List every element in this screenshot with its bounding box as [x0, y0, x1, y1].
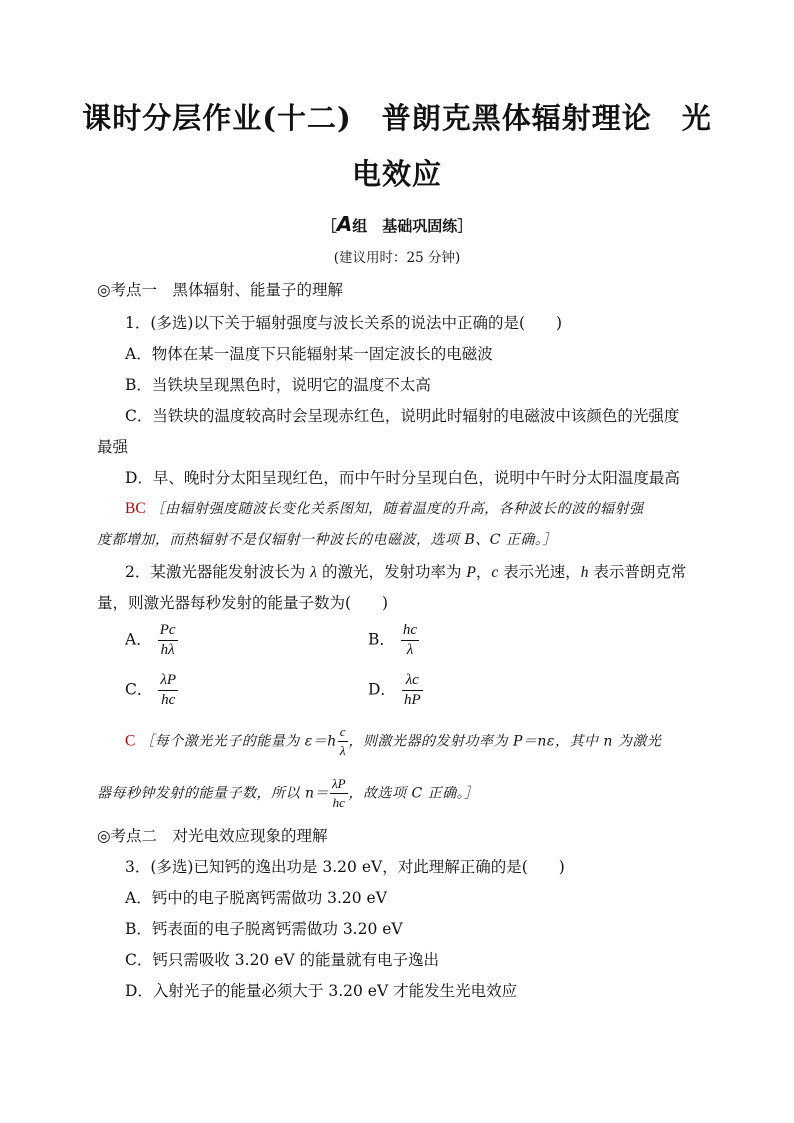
q2-stem-cont: 量，则激光器每秒发射的能量子数为( ) — [97, 594, 389, 612]
time-note: (建议用时：25 分钟) — [333, 250, 461, 266]
q1-option-a: A．物体在某一温度下只能辐射某一固定波长的电磁波 — [125, 345, 493, 363]
q3-option-a: A．钙中的电子脱离钙需做功 3.20 eV — [125, 889, 387, 907]
q3-stem: 3．(多选)已知钙的逸出功是 3.20 eV，对此理解正确的是( ) — [125, 858, 565, 876]
section-heading-2: ◎考点二 对光电效应现象的理解 — [97, 827, 328, 845]
group-heading: ［A组 基础巩固练］ — [321, 212, 473, 236]
q2-explanation-cont: 器每秒钟发射的能量子数，所以 n＝ $\frac{\lambda P}{hc}$ ，故选项 C 正确。］ — [97, 776, 479, 810]
group-letter: A — [336, 212, 353, 236]
q3-option-c: C．钙只需吸收 3.20 eV 的能量就有电子逸出 — [125, 951, 440, 969]
q2-option-d: D． $\frac{\lambda c}{hP}$ — [368, 672, 421, 708]
q3-option-b: B．钙表面的电子脱离钙需做功 3.20 eV — [125, 920, 403, 938]
q1-option-b: B．当铁块呈现黑色时，说明它的温度不太高 — [125, 376, 431, 394]
page-title-continued: 电效应 — [351, 157, 442, 191]
section-heading-1: ◎考点一 黑体辐射、能量子的理解 — [97, 281, 344, 299]
q2-explanation: C ［每个激光光子的能量为 ε＝h $\frac{c}{\lambda}$ ，则激光器的发射功率为 P＝nε，其中 n 为激光 — [125, 724, 662, 758]
q3-option-d: D．入射光子的能量必须大于 3.20 eV 才能发生光电效应 — [125, 982, 518, 1000]
q2-option-a: A． $\frac{Pc}{h\lambda}$ — [125, 622, 176, 658]
q1-option-c-cont: 最强 — [97, 438, 129, 456]
q2-option-c: C． $\frac{\lambda P}{hc}$ — [125, 672, 177, 708]
q1-option-c: C．当铁块的温度较高时会呈现赤红色，说明此时辐射的电磁波中该颜色的光强度 — [125, 407, 680, 425]
page-title: 课时分层作业(十二) 普朗克黑体辐射理论 光 — [82, 101, 712, 135]
q1-stem: 1．(多选)以下关于辐射强度与波长关系的说法中正确的是( ) — [125, 314, 563, 332]
q2-option-b: B． $\frac{hc}{\lambda}$ — [368, 622, 418, 658]
q2-stem: 2．某激光器能发射波长为 λ 的激光，发射功率为 P，c 表示光速，h 表示普朗克常 — [125, 563, 687, 581]
q1-explanation: BC ［由辐射强度随波长变化关系图知，随着温度的升高，各种波长的波的辐射强 — [125, 500, 644, 517]
q2-answer: C — [125, 732, 136, 750]
q1-option-d: D．早、晚时分太阳呈现红色，而中午时分呈现白色，说明中午时分太阳温度最高 — [125, 469, 680, 487]
q1-answer: BC — [125, 500, 146, 517]
q1-explanation-cont: 度都增加，而热辐射不是仅辐射一种波长的电磁波，选项 B、C 正确。］ — [97, 532, 557, 548]
